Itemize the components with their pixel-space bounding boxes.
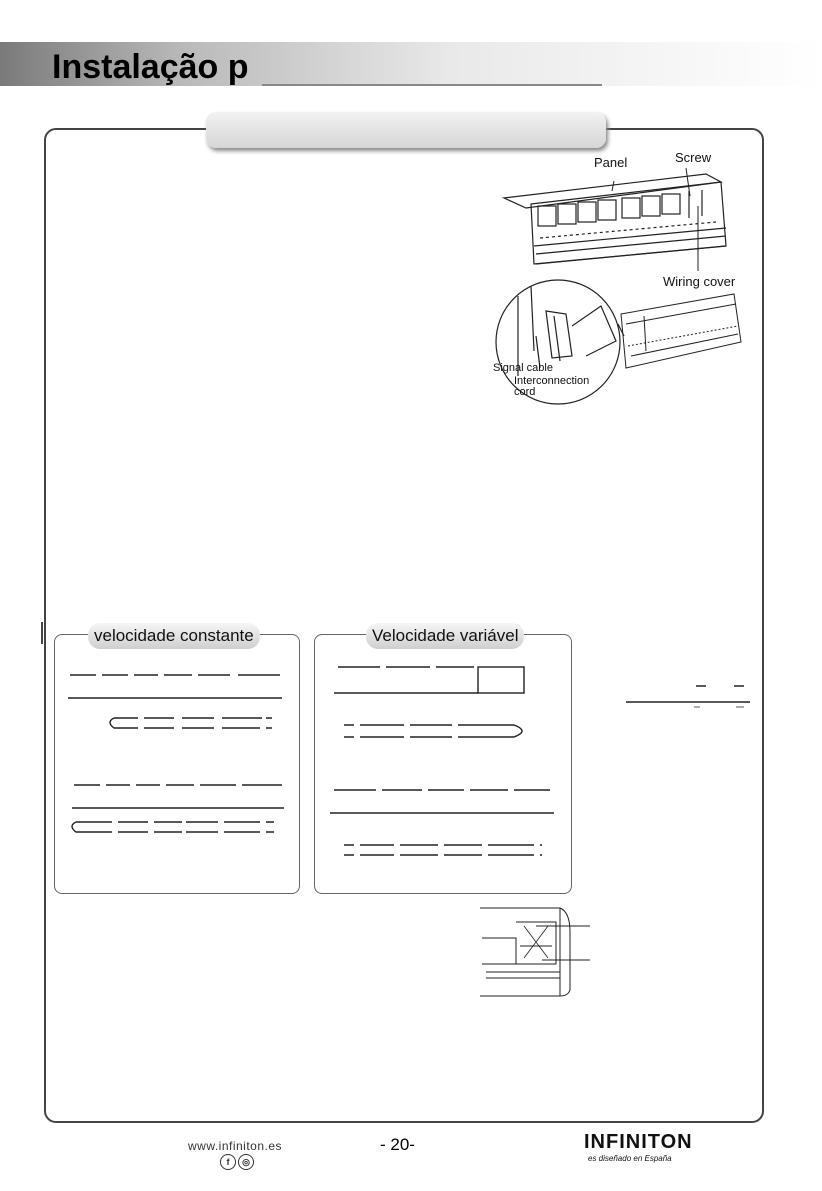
instagram-icon[interactable]: ◎	[238, 1154, 254, 1170]
label-interconnection: Interconnection	[514, 375, 590, 387]
side-diagram-marks	[620, 680, 760, 710]
page-number: - 20-	[380, 1135, 415, 1154]
small-unit-drawing	[621, 294, 741, 368]
indoor-unit-drawing	[504, 174, 726, 264]
label-wiring-cover: Wiring cover	[663, 274, 736, 289]
facebook-icon[interactable]: f	[220, 1154, 236, 1170]
unit-side-figure	[476, 902, 596, 1000]
footer-url[interactable]: www.infiniton.es	[188, 1139, 283, 1153]
label-signal-cable: Signal cable	[493, 362, 553, 374]
page-title: Instalação p	[52, 48, 249, 86]
panel-constant-title: velocidade constante	[88, 623, 260, 649]
brand-tagline: es diseñado en España	[588, 1154, 672, 1163]
section-pill	[206, 112, 606, 148]
header-underline	[262, 84, 602, 86]
panel-variable-title: Velocidade variável	[366, 623, 524, 649]
label-screw: Screw	[675, 150, 712, 165]
brand-logo: INFINITON	[584, 1131, 693, 1153]
wiring-diagram-constant	[54, 660, 300, 840]
margin-mark	[41, 622, 43, 644]
label-panel: Panel	[594, 155, 628, 170]
wiring-diagram-variable	[314, 655, 572, 870]
label-cord: cord	[514, 386, 536, 398]
